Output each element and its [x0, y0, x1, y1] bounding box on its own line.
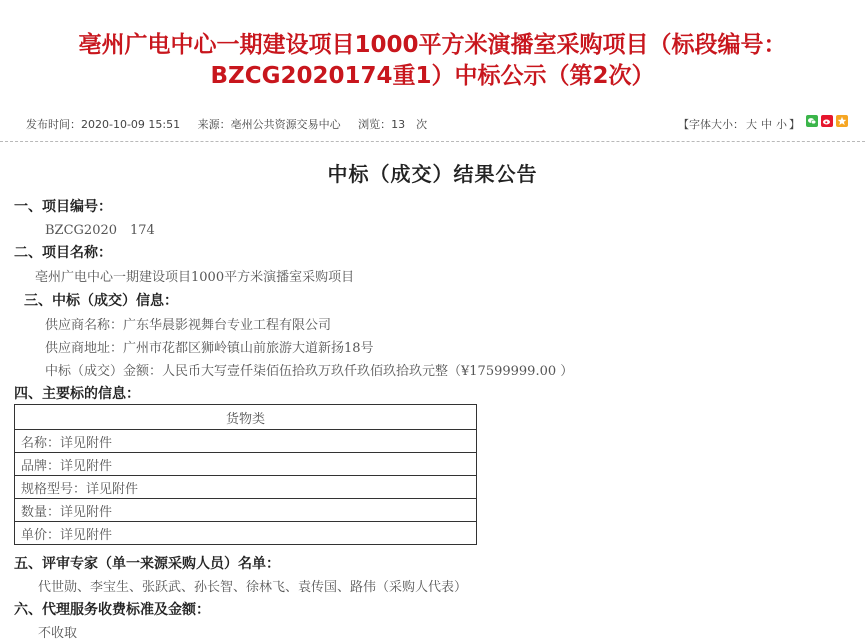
section-3-heading: 三、中标（成交）信息：	[24, 293, 178, 309]
table-row	[15, 499, 477, 522]
goods-spec-cell: 规格型号：详见附件	[15, 476, 477, 499]
goods-price-cell: 单价：详见附件	[15, 522, 477, 545]
table-row	[15, 430, 477, 453]
qzone-icon[interactable]	[836, 115, 848, 127]
goods-category-header: 货物类	[15, 405, 477, 430]
supplier-name: 供应商名称：广东华晨影视舞台专业工程有限公司	[45, 318, 332, 333]
source-label: 来源：亳州公共资源交易中心	[197, 118, 341, 131]
supplier-address: 供应商地址：广州市花都区狮岭镇山前旅游大道新扬18号	[45, 341, 374, 356]
page-title-line-1: 亳州广电中心一期建设项目1000平方米演播室采购项目（标段编号：	[78, 32, 787, 58]
section-5-heading: 五、评审专家（单一来源采购人员）名单：	[14, 556, 280, 572]
document-title: 中标（成交）结果公告	[327, 162, 538, 186]
expert-list: 代世勋、李宝生、张跃武、孙长智、徐林飞、袁传国、路伟（采购人代表）	[38, 580, 468, 595]
table-row	[15, 453, 477, 476]
publish-time: 发布时间：2020-10-09 15:51	[26, 118, 181, 131]
font-size-small-button[interactable]: 小	[776, 118, 787, 131]
service-fee: 不收取	[38, 626, 78, 641]
goods-quantity-cell: 数量：详见附件	[15, 499, 477, 522]
font-size-label: 【字体大小：	[678, 118, 744, 131]
wechat-icon[interactable]	[806, 115, 818, 127]
weibo-icon[interactable]	[821, 115, 833, 127]
font-size-medium-button[interactable]: 中	[761, 118, 772, 131]
goods-brand-cell: 品牌：详见附件	[15, 453, 477, 476]
section-6-heading: 六、代理服务收费标准及金额：	[14, 602, 210, 618]
award-amount: 中标（成交）金额：人民币大写壹仟柒佰伍拾玖万玖仟玖佰玖拾玖元整（¥17599999.00 ）	[45, 364, 574, 379]
header-divider	[0, 141, 865, 142]
goods-name-cell: 名称：详见附件	[15, 430, 477, 453]
table-row	[15, 476, 477, 499]
article-meta	[26, 116, 441, 132]
project-number: BZCG2020 174	[45, 223, 155, 238]
share-bar	[806, 115, 848, 127]
table-row	[15, 522, 477, 545]
font-size-control	[678, 116, 800, 132]
font-size-large-button[interactable]: 大	[746, 118, 757, 131]
section-1-heading: 一、项目编号：	[14, 199, 112, 215]
page-title	[0, 30, 865, 92]
font-size-suffix: 】	[789, 118, 800, 131]
table-header-row	[15, 405, 477, 430]
project-name: 亳州广电中心一期建设项目1000平方米演播室采购项目	[35, 270, 355, 285]
view-count: 浏览：13 次	[358, 118, 428, 131]
page-title-line-2: BZCG2020174重1）中标公示（第2次）	[210, 63, 655, 89]
section-4-heading: 四、主要标的信息：	[14, 386, 140, 402]
goods-table	[14, 404, 477, 545]
section-2-heading: 二、项目名称：	[14, 245, 112, 261]
